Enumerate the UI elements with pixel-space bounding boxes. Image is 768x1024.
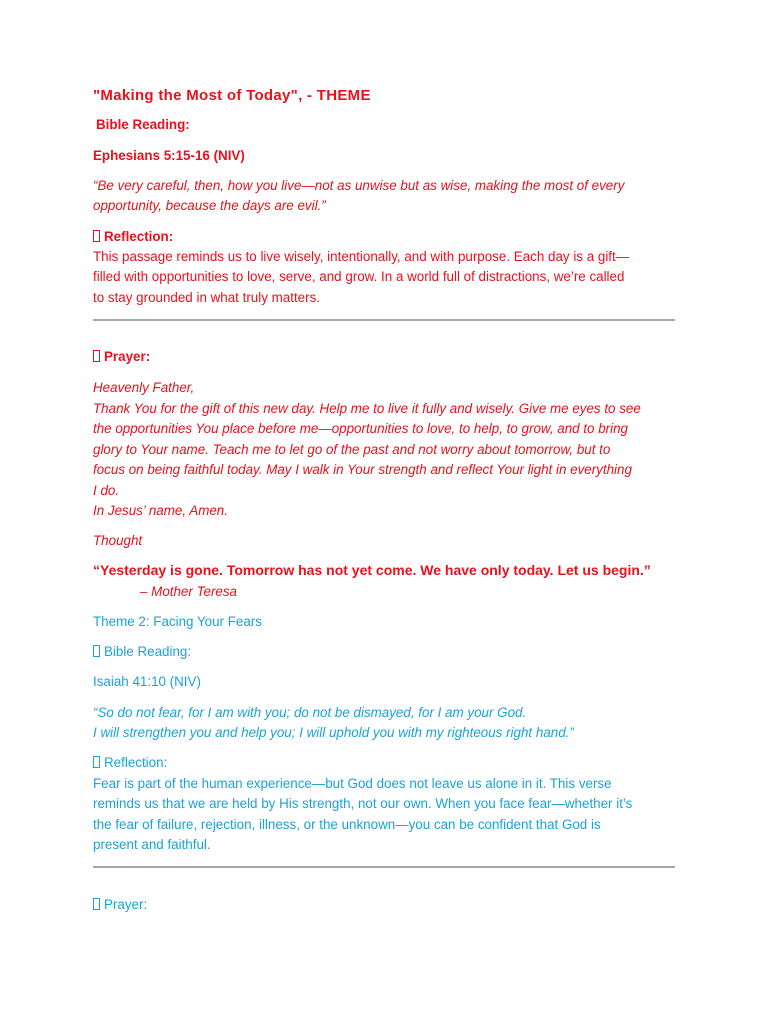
quote: “Yesterday is gone. Tomorrow has not yet come. We have only today. Let us begin.” (93, 562, 651, 578)
theme2-reflection-heading (93, 753, 167, 774)
prayer-line: focus on being faithful today. May I walk in Your strength and reflect Your light in everything (93, 462, 632, 477)
prayer-line: the opportunities You place before me—opportunities to love, to help, to grow, and to bring (93, 421, 628, 436)
theme1-reflection-line1: This passage reminds us to live wisely, intentionally, and with purpose. Each day is a gift— (93, 249, 630, 264)
theme2-reflection-line3: the fear of failure, rejection, illness, or the unknown—you can be confident that God is (93, 817, 601, 832)
theme2-reference: Isaiah 41:10 (NIV) (93, 674, 201, 689)
theme2-verse-line1: “So do not fear, for I am with you; do not be dismayed, for I am your God. (93, 705, 527, 720)
theme1-title: "Making the Most of Today", - THEME (93, 87, 371, 104)
theme2-bible-reading-heading (93, 642, 191, 663)
theme1-prayer-heading (93, 347, 150, 368)
prayer-line: glory to Your name. Teach me to let go of the past and not worry about tomorrow, but to (93, 442, 611, 457)
theme1-reflection-label: Reflection: (104, 229, 174, 244)
theme1-reference: Ephesians 5:15-16 (NIV) (93, 148, 245, 163)
theme1-bible-reading-label: Bible Reading: (96, 117, 190, 132)
missing-glyph-icon (93, 230, 100, 242)
theme2-bible-reading-label: Bible Reading: (104, 644, 192, 659)
theme2-reflection-line2: reminds us that we are held by His strength, not our own. When you face fear—whether it’s (93, 796, 633, 811)
thought-label: Thought (93, 533, 143, 548)
theme1-verse-line1: “Be very careful, then, how you live—not as unwise but as wise, making the most of every (93, 178, 625, 193)
prayer-line: Thank You for the gift of this new day. Help me to live it fully and wisely. Give me eyes to see (93, 401, 641, 416)
theme2-reflection-label: Reflection: (104, 755, 168, 770)
theme2-reflection-line1: Fear is part of the human experience—but God does not leave us alone in it. This verse (93, 776, 612, 791)
theme2-reflection-line4: present and faithful. (93, 837, 211, 852)
missing-glyph-icon (93, 645, 100, 657)
theme2-title: Theme 2: Facing Your Fears (93, 614, 262, 629)
prayer-line: Heavenly Father, (93, 380, 195, 395)
prayer-line: I do. (93, 483, 120, 498)
divider (93, 866, 675, 868)
missing-glyph-icon (93, 898, 100, 910)
theme1-reflection-line2: filled with opportunities to love, serve, and grow. In a world full of distractions, we’re called (93, 269, 625, 284)
missing-glyph-icon (93, 756, 100, 768)
prayer-line: In Jesus’ name, Amen. (93, 503, 228, 518)
divider (93, 319, 675, 321)
theme1-reflection-line3: to stay grounded in what truly matters. (93, 290, 321, 305)
theme1-verse-line2: opportunity, because the days are evil.” (93, 198, 326, 213)
theme2-prayer-label: Prayer: (104, 897, 148, 912)
missing-glyph-icon (93, 350, 100, 362)
quote-author: – Mother Teresa (140, 584, 238, 599)
theme2-prayer-heading (93, 895, 147, 916)
theme2-verse-line2: I will strengthen you and help you; I will uphold you with my righteous right hand.” (93, 725, 574, 740)
theme1-prayer-label: Prayer: (104, 349, 151, 364)
theme1-reflection-heading (93, 227, 173, 248)
